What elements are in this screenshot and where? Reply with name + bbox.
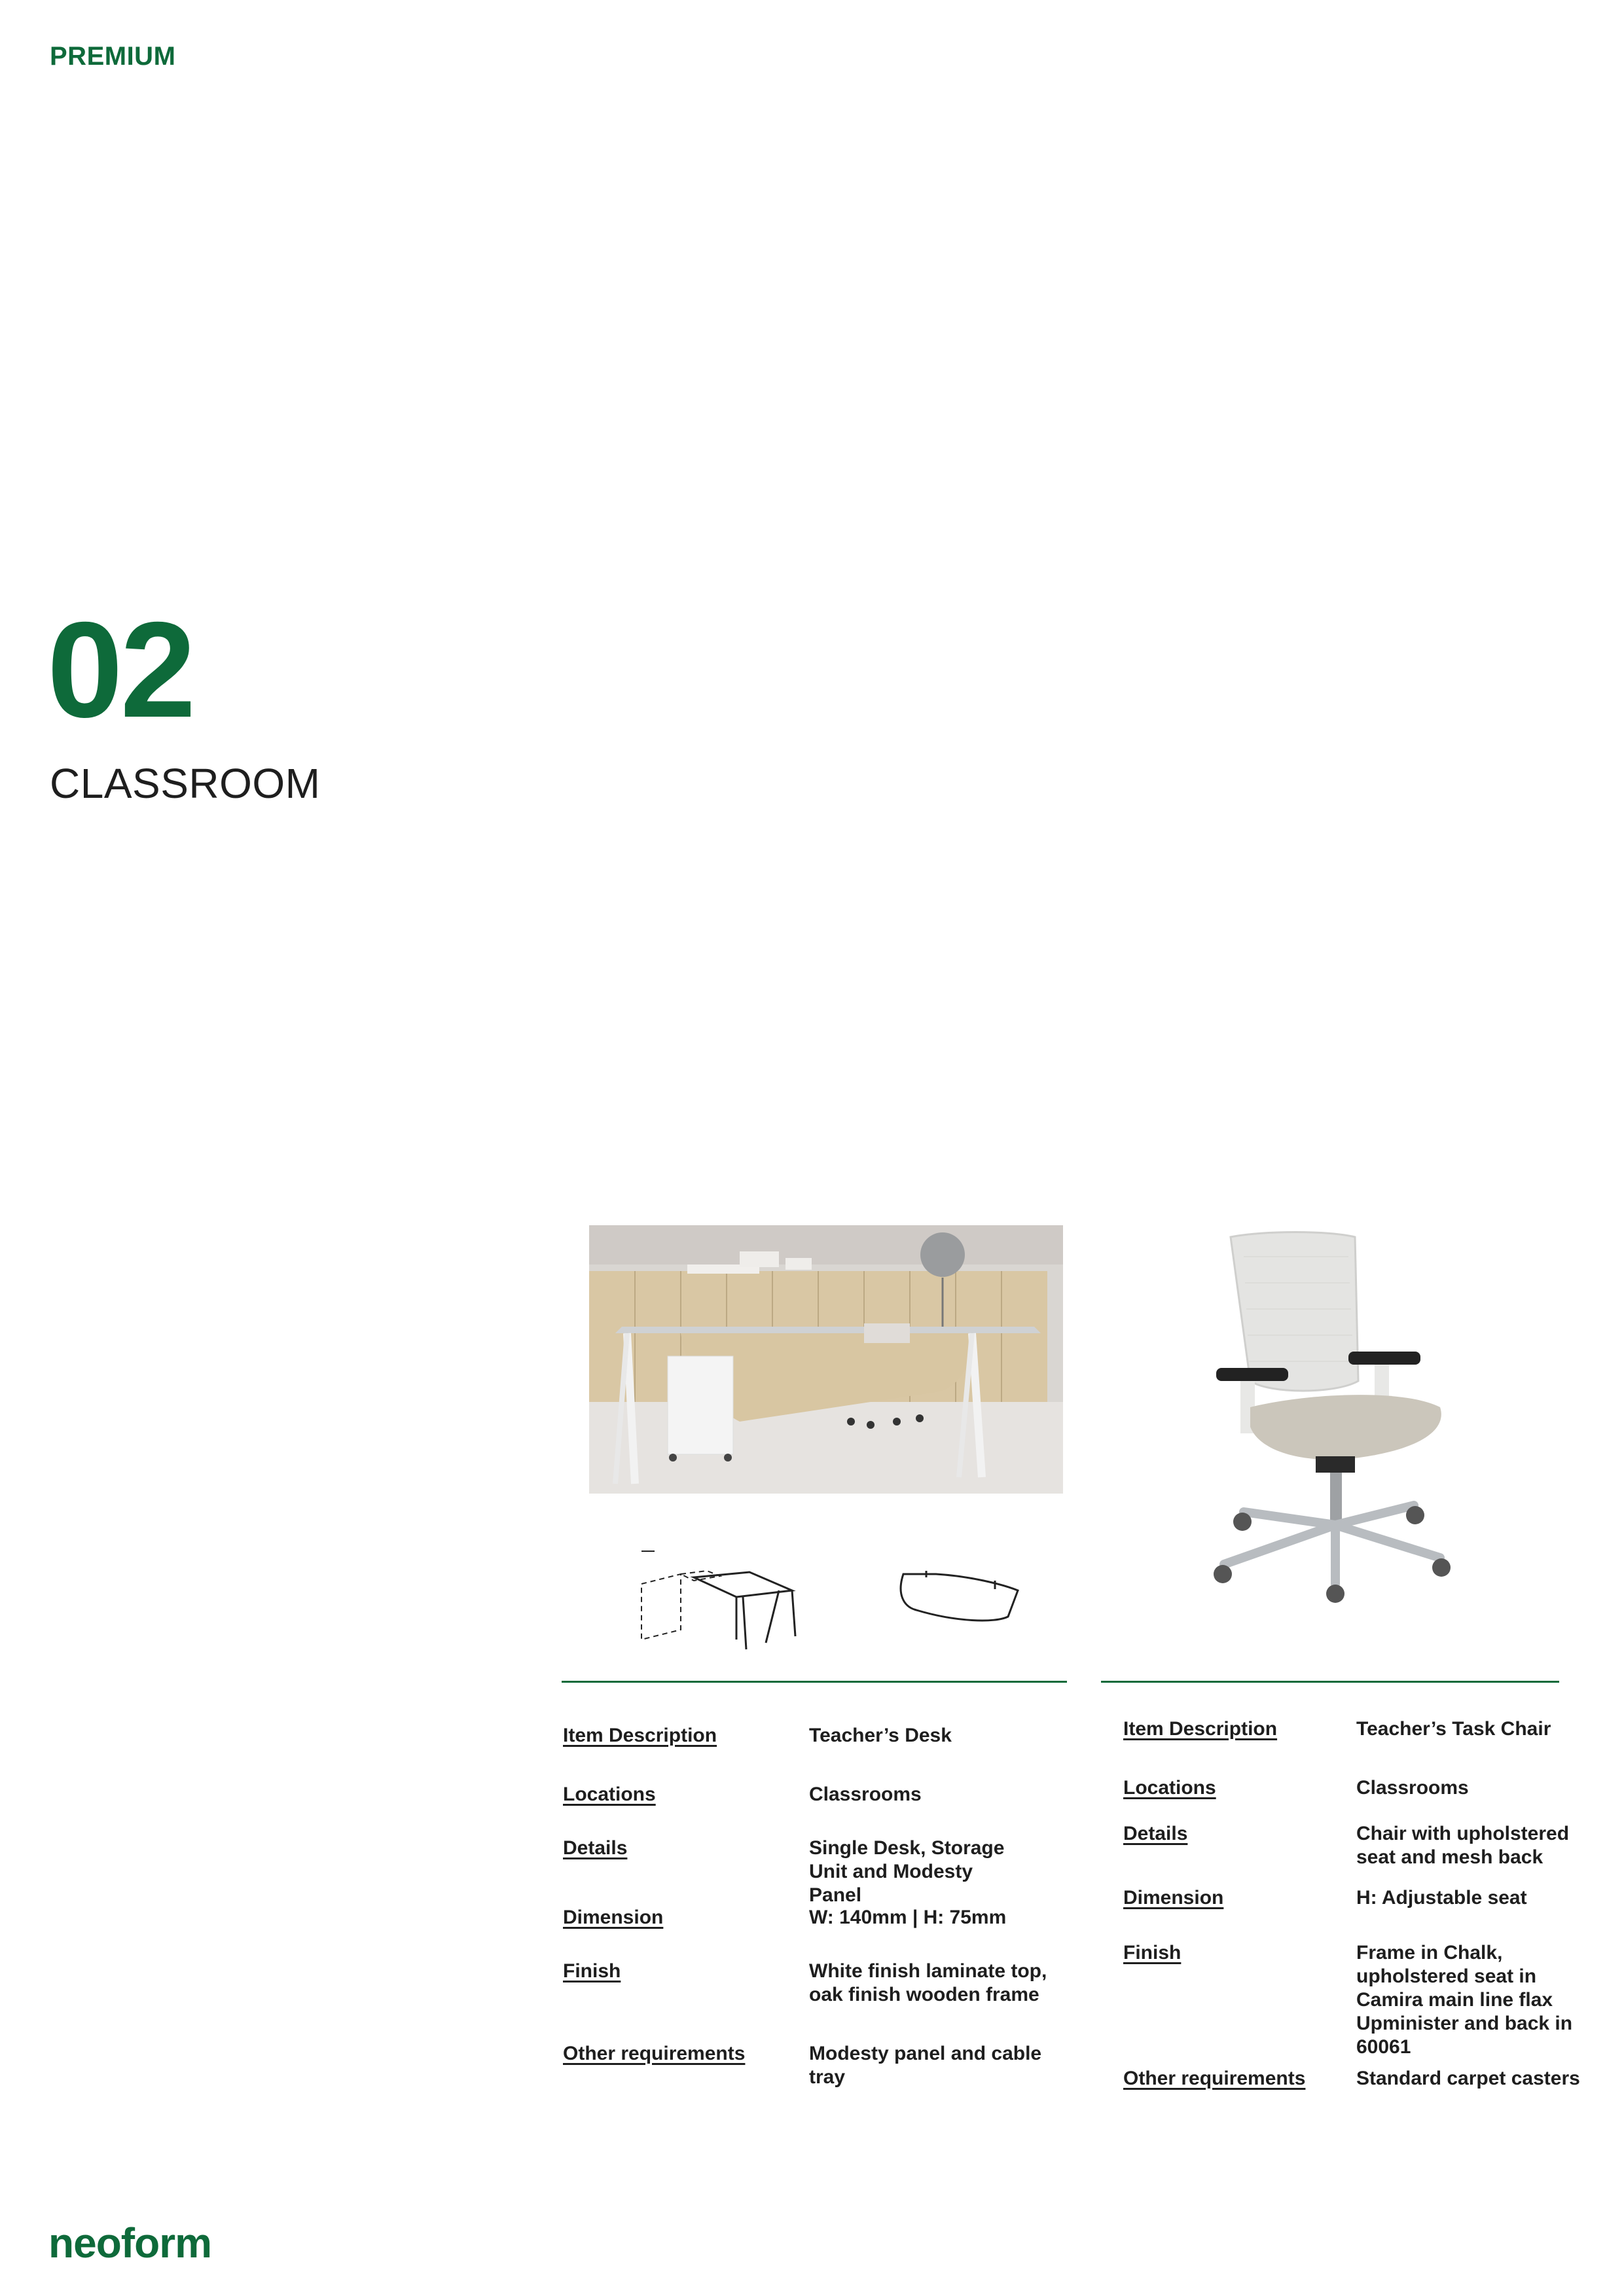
- desk-line-drawings: [628, 1545, 1034, 1656]
- chair-spec-divider: [1101, 1681, 1559, 1683]
- task-chair-photo: [1204, 1230, 1479, 1604]
- spec-label: Dimension: [563, 1907, 664, 1928]
- spec-label: Details: [563, 1837, 628, 1859]
- spec-value: Classrooms: [1356, 1777, 1469, 1799]
- spec-value: Frame in Chalk, upholstered seat in Camira main line flax Upminister and back in 60061: [1356, 1942, 1573, 2058]
- spec-value: Teacher’s Task Chair: [1356, 1718, 1551, 1740]
- spec-label: Item Description: [1123, 1718, 1278, 1740]
- tier-label: PREMIUM: [50, 42, 176, 71]
- spec-label: Finish: [563, 1960, 621, 1982]
- spec-label: Details: [1123, 1823, 1188, 1844]
- section-title: CLASSROOM: [50, 760, 321, 807]
- spec-value: White finish laminate top, oak finish wooden frame: [809, 1960, 1047, 2005]
- desk-spec-divider: [562, 1681, 1067, 1683]
- spec-label: Finish: [1123, 1942, 1182, 1964]
- spec-label: Item Description: [563, 1725, 717, 1746]
- spec-value: Teacher’s Desk: [809, 1725, 952, 1746]
- spec-label: Dimension: [1123, 1887, 1224, 1909]
- section-number: 02: [47, 594, 194, 746]
- spec-value: Chair with upholstered seat and mesh back: [1356, 1823, 1570, 1868]
- spec-label: Other requirements: [1123, 2068, 1306, 2089]
- spec-value: Single Desk, Storage Unit and Modesty Panel: [809, 1837, 1005, 1906]
- spec-value: Classrooms: [809, 1784, 922, 1805]
- neoform-logo: neoform: [48, 2219, 211, 2267]
- spec-value: H: Adjustable seat: [1356, 1887, 1527, 1909]
- spec-label: Other requirements: [563, 2043, 746, 2064]
- spec-value: Modesty panel and cable tray: [809, 2043, 1042, 2088]
- teachers-desk-photo: [589, 1225, 1063, 1494]
- spec-label: Locations: [1123, 1777, 1216, 1799]
- spec-label: Locations: [563, 1784, 656, 1805]
- spec-value: Standard carpet casters: [1356, 2068, 1580, 2089]
- spec-value: W: 140mm | H: 75mm: [809, 1907, 1007, 1928]
